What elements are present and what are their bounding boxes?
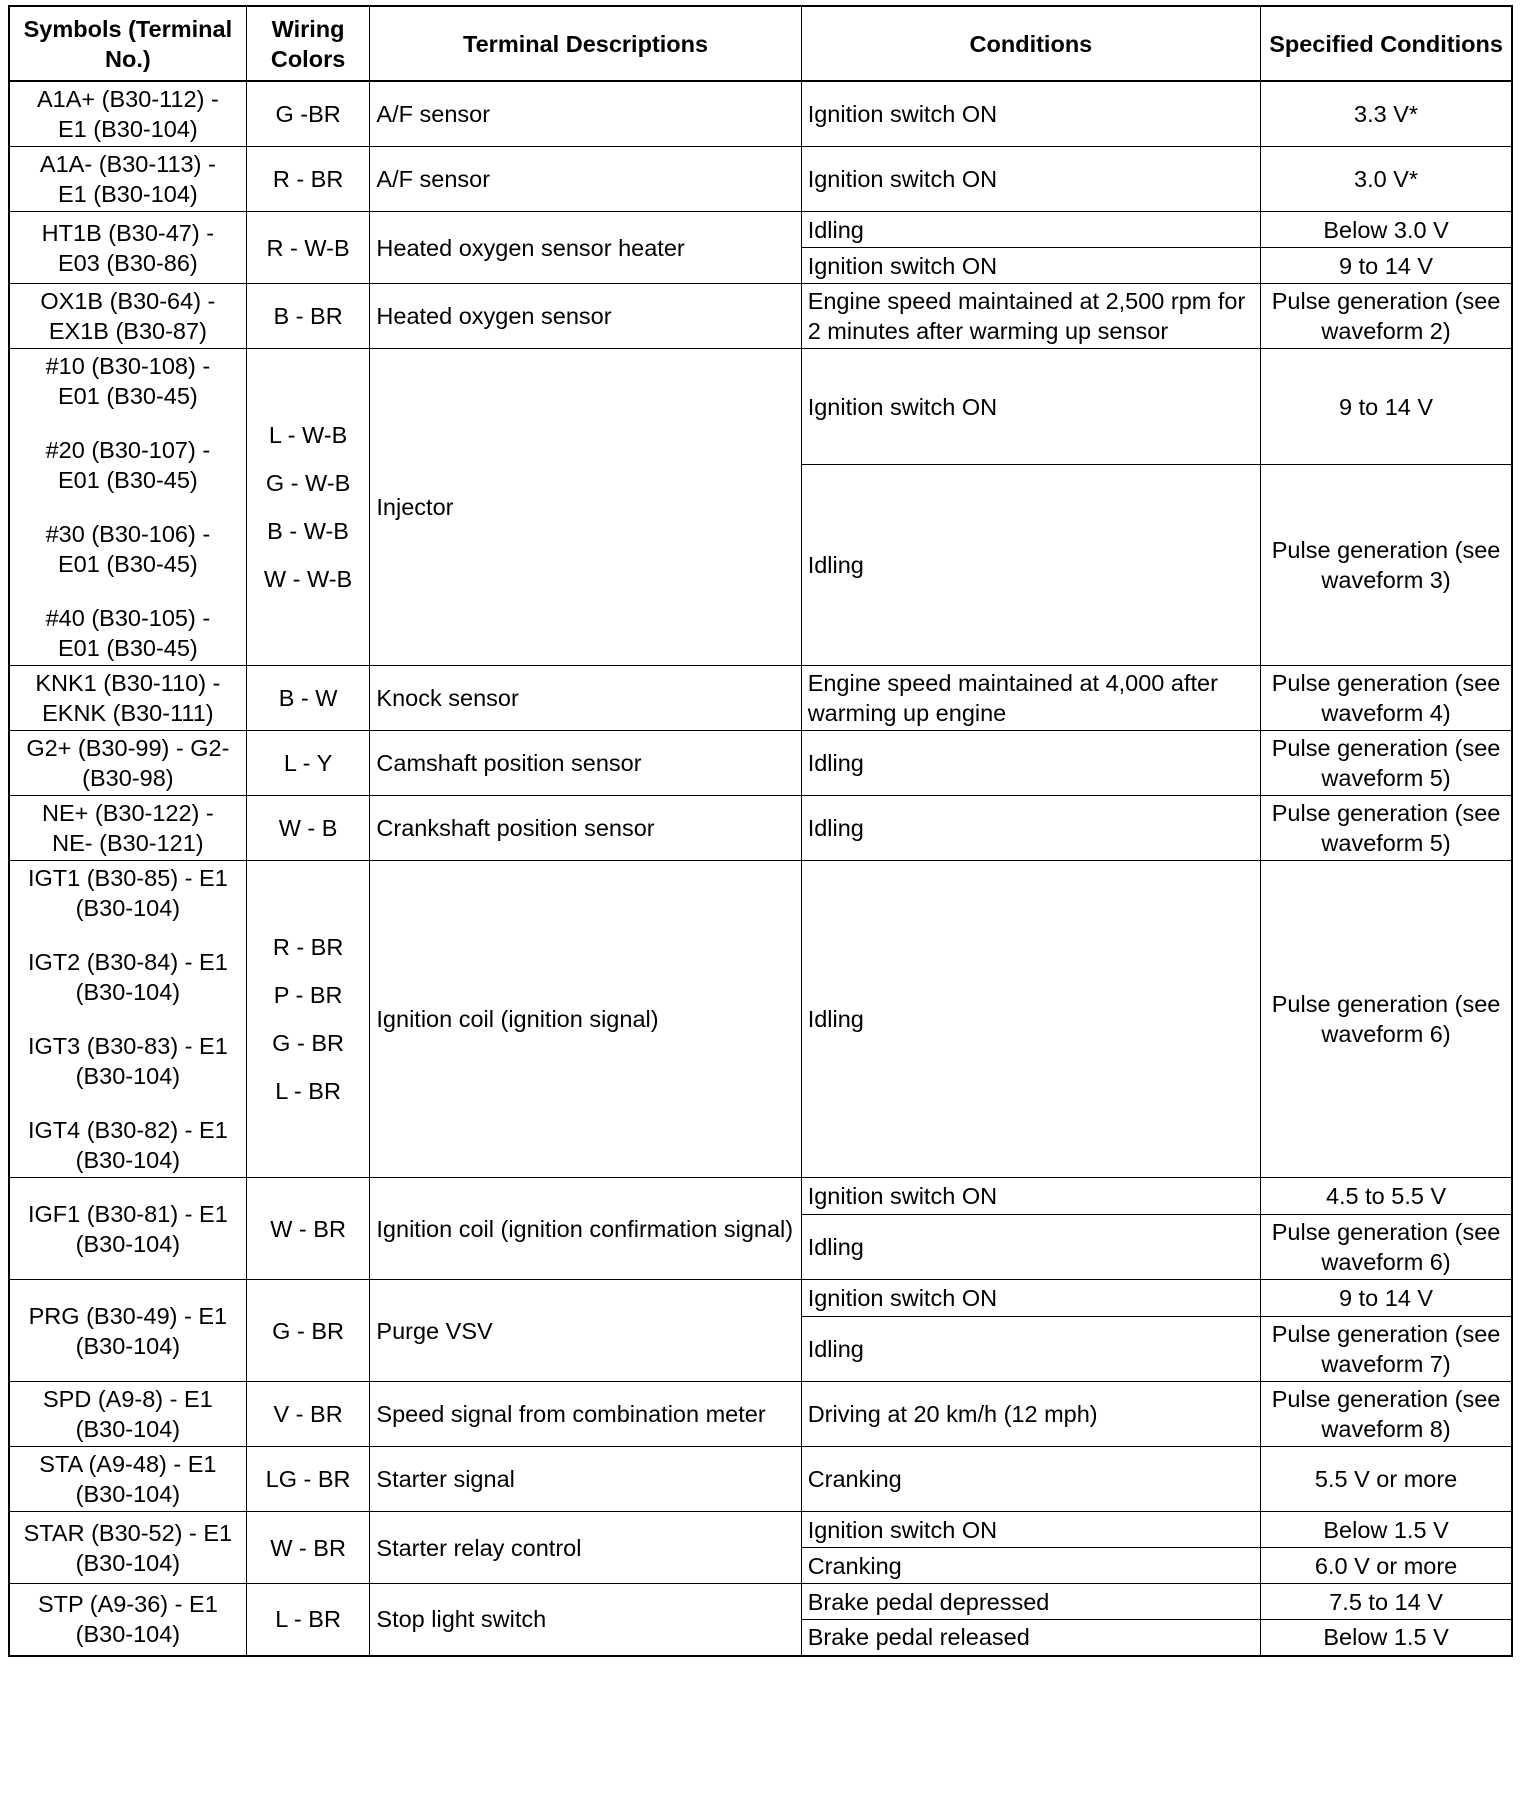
table-row (9, 1280, 1512, 1317)
cell-wiring (246, 861, 370, 1178)
cell-condition (801, 861, 1260, 1178)
description-text: Crankshaft position sensor (376, 815, 655, 841)
wiring-line: G - BR (272, 1030, 344, 1056)
cell-specified (1261, 1215, 1512, 1280)
cell-specified (1261, 1447, 1512, 1512)
cell-condition (801, 284, 1260, 349)
symbol-line: IGF1 (B30-81) - E1 (27, 1200, 228, 1227)
specified-text: 3.3 V* (1354, 101, 1419, 127)
wiring-value: W - BR (270, 1215, 346, 1242)
symbol-line: #40 (B30-105) - (45, 605, 211, 631)
specified-text: 9 to 14 V (1339, 1285, 1434, 1311)
symbol-line: HT1B (B30-47) - (41, 219, 215, 246)
table-row (9, 284, 1512, 349)
condition-text: Ignition switch ON (807, 1285, 998, 1311)
specified-text: Pulse generation (see waveform 6) (1271, 1219, 1501, 1275)
description-text: Starter relay control (376, 1534, 582, 1561)
cell-symbols (9, 1178, 246, 1280)
description-text: Speed signal from combination meter (376, 1401, 766, 1427)
cell-description (370, 147, 801, 212)
cell-symbols (9, 731, 246, 796)
cell-description (370, 1584, 801, 1656)
cell-symbols (9, 147, 246, 212)
symbol-line: SPD (A9-8) - E1 (42, 1386, 213, 1412)
table-header (9, 6, 1512, 81)
cell-wiring (246, 1280, 370, 1382)
wiring-value: L - Y (283, 750, 333, 776)
symbol-line: (B30-104) (75, 1621, 181, 1648)
symbol-line: E01 (B30-45) (57, 467, 198, 493)
description-text: Ignition coil (ignition signal) (376, 1006, 659, 1032)
description-text: Stop light switch (376, 1606, 547, 1633)
table-row (9, 81, 1512, 147)
specified-text: 5.5 V or more (1314, 1466, 1458, 1492)
specified-text: 7.5 to 14 V (1329, 1588, 1443, 1615)
description-text: Heated oxygen sensor (376, 303, 612, 329)
condition-text: Brake pedal released (807, 1624, 1030, 1651)
symbol-line: IGT1 (B30-85) - E1 (27, 865, 228, 891)
cell-description (370, 81, 801, 147)
table-row (9, 212, 1512, 248)
cell-symbols (9, 1584, 246, 1656)
cell-specified (1261, 1620, 1512, 1656)
cell-description (370, 1178, 801, 1280)
cell-wiring (246, 1447, 370, 1512)
table-row (9, 1382, 1512, 1447)
specified-text: Pulse generation (see waveform 3) (1271, 537, 1501, 594)
cell-wiring (246, 731, 370, 796)
specified-text: 9 to 14 V (1339, 252, 1434, 279)
cell-symbols (9, 666, 246, 731)
cell-symbols (9, 861, 246, 1178)
symbol-line: (B30-104) (75, 1332, 181, 1359)
cell-condition (801, 349, 1260, 465)
cell-wiring (246, 1382, 370, 1447)
cell-specified (1261, 1178, 1512, 1215)
specified-text: Below 1.5 V (1323, 1624, 1449, 1651)
wiring-value: R - W-B (266, 234, 350, 261)
description-text: Starter signal (376, 1466, 515, 1492)
symbol-line: IGT3 (B30-83) - E1 (27, 1033, 228, 1059)
cell-symbols (9, 1447, 246, 1512)
cell-symbols (9, 212, 246, 284)
description-text: Knock sensor (376, 685, 519, 711)
specified-text: Pulse generation (see waveform 5) (1271, 800, 1501, 856)
wiring-value: LG - BR (265, 1466, 351, 1492)
condition-text: Brake pedal depressed (807, 1588, 1050, 1615)
cell-symbols (9, 1280, 246, 1382)
cell-specified (1261, 465, 1512, 666)
cell-specified (1261, 284, 1512, 349)
table-row (9, 1584, 1512, 1620)
cell-condition (801, 1447, 1260, 1512)
symbol-line: STP (A9-36) - E1 (37, 1591, 218, 1618)
cell-wiring (246, 212, 370, 284)
wiring-value: W - BR (270, 1534, 346, 1561)
symbol-line: (B30-104) (75, 979, 181, 1005)
cell-wiring (246, 284, 370, 349)
cell-description (370, 212, 801, 284)
cell-specified (1261, 861, 1512, 1178)
condition-text: Ignition switch ON (807, 1183, 998, 1209)
cell-condition (801, 1584, 1260, 1620)
specified-text: Pulse generation (see waveform 2) (1271, 288, 1501, 344)
symbol-line: A1A- (B30-113) - (39, 151, 216, 177)
table-row (9, 1512, 1512, 1548)
wiring-line: W - W-B (263, 566, 353, 592)
header-symbols: Symbols (Terminal No.) (9, 6, 246, 81)
cell-specified (1261, 666, 1512, 731)
specified-text: 6.0 V or more (1314, 1552, 1458, 1579)
cell-specified (1261, 212, 1512, 248)
cell-description (370, 1512, 801, 1584)
cell-condition (801, 1512, 1260, 1548)
description-text: Camshaft position sensor (376, 750, 642, 776)
specified-text: Pulse generation (see waveform 6) (1271, 991, 1501, 1047)
cell-condition (801, 1548, 1260, 1584)
wiring-line: L - W-B (268, 422, 348, 448)
cell-specified (1261, 796, 1512, 861)
condition-text: Cranking (807, 1466, 902, 1492)
symbol-group (16, 947, 240, 1007)
cell-wiring (246, 796, 370, 861)
header-wiring: Wiring Colors (246, 6, 370, 81)
cell-specified (1261, 81, 1512, 147)
cell-specified (1261, 1382, 1512, 1447)
condition-text: Driving at 20 km/h (12 mph) (807, 1401, 1098, 1427)
specified-text: Pulse generation (see waveform 5) (1271, 735, 1501, 791)
symbol-line: NE+ (B30-122) - (41, 800, 214, 826)
condition-text: Idling (807, 815, 864, 841)
symbol-line: STAR (B30-52) - E1 (23, 1519, 233, 1546)
table-body (9, 81, 1512, 1656)
cell-specified (1261, 147, 1512, 212)
cell-condition (801, 465, 1260, 666)
symbol-line: OX1B (B30-64) - (40, 288, 216, 314)
symbol-group (16, 1031, 240, 1091)
condition-text: Ignition switch ON (807, 101, 998, 127)
table-row (9, 731, 1512, 796)
condition-text: Idling (807, 216, 864, 243)
description-text: A/F sensor (376, 101, 491, 127)
cell-wiring (246, 349, 370, 666)
symbol-line: EX1B (B30-87) (48, 318, 207, 344)
wiring-value: W - B (278, 815, 338, 841)
cell-specified (1261, 1280, 1512, 1317)
symbol-group (16, 351, 240, 411)
condition-text: Engine speed maintained at 2,500 rpm for 2 minutes after warming up sensor (807, 288, 1246, 344)
symbol-line: PRG (B30-49) - E1 (28, 1302, 228, 1329)
cell-wiring (246, 1584, 370, 1656)
cell-description (370, 1447, 801, 1512)
symbol-group (16, 863, 240, 923)
symbol-line: (B30-104) (75, 1147, 181, 1173)
specified-text: Pulse generation (see waveform 4) (1271, 670, 1501, 726)
cell-symbols (9, 349, 246, 666)
cell-description (370, 666, 801, 731)
condition-text: Ignition switch ON (807, 252, 998, 279)
symbol-line: STA (A9-48) - E1 (39, 1451, 217, 1477)
symbol-line: (B30-104) (75, 1416, 181, 1442)
description-text: Injector (376, 494, 454, 520)
cell-specified (1261, 248, 1512, 284)
table-row (9, 666, 1512, 731)
table-row (9, 1178, 1512, 1215)
cell-condition (801, 147, 1260, 212)
cell-description (370, 796, 801, 861)
cell-condition (801, 212, 1260, 248)
description-text: Purge VSV (376, 1317, 493, 1344)
cell-description (370, 861, 801, 1178)
symbol-line: #10 (B30-108) - (45, 353, 211, 379)
cell-symbols (9, 796, 246, 861)
cell-symbols (9, 1382, 246, 1447)
specified-text: 4.5 to 5.5 V (1325, 1183, 1447, 1209)
cell-wiring (246, 1512, 370, 1584)
condition-text: Cranking (807, 1552, 902, 1579)
cell-description (370, 284, 801, 349)
wiring-value: G - BR (272, 1317, 344, 1344)
condition-text: Ignition switch ON (807, 1516, 998, 1543)
symbol-line: #20 (B30-107) - (45, 437, 211, 463)
cell-wiring (246, 147, 370, 212)
symbol-line: E01 (B30-45) (57, 551, 198, 577)
wiring-value: G -BR (275, 101, 341, 127)
condition-text: Ignition switch ON (807, 393, 998, 420)
wiring-line: L - BR (275, 1078, 341, 1104)
table-row (9, 861, 1512, 1178)
symbol-line: E01 (B30-45) (57, 383, 198, 409)
table-row (9, 796, 1512, 861)
symbol-line: (B30-104) (75, 1230, 181, 1257)
specified-text: Pulse generation (see waveform 7) (1271, 1321, 1501, 1377)
table-row (9, 147, 1512, 212)
condition-text: Idling (807, 1234, 864, 1260)
description-text: Heated oxygen sensor heater (376, 234, 685, 261)
wiring-value: L - BR (275, 1606, 341, 1633)
terminal-spec-table (8, 5, 1513, 1657)
condition-text: Engine speed maintained at 4,000 after warming up engine (807, 670, 1218, 726)
symbol-line: E1 (B30-104) (57, 116, 198, 142)
cell-wiring (246, 81, 370, 147)
cell-symbols (9, 81, 246, 147)
cell-specified (1261, 1512, 1512, 1548)
condition-text: Idling (807, 1006, 864, 1032)
condition-text: Idling (807, 750, 864, 776)
cell-condition (801, 81, 1260, 147)
cell-wiring (246, 1178, 370, 1280)
table-row (9, 349, 1512, 465)
cell-symbols (9, 1512, 246, 1584)
cell-description (370, 731, 801, 796)
symbol-line: E1 (B30-104) (57, 181, 198, 207)
symbol-line: KNK1 (B30-110) - (35, 670, 221, 696)
symbol-line: G2+ (B30-99) - G2- (26, 735, 230, 761)
wiring-line: B - W-B (267, 518, 349, 544)
symbol-line: NE- (B30-121) (52, 830, 204, 856)
condition-text: Idling (807, 1336, 864, 1362)
cell-condition (801, 731, 1260, 796)
specified-text: Below 3.0 V (1323, 216, 1449, 243)
wiring-value: B - BR (273, 303, 343, 329)
wiring-value: R - BR (272, 166, 344, 192)
description-text: Ignition coil (ignition confirmation signal) (376, 1215, 794, 1242)
header-description: Terminal Descriptions (370, 6, 801, 81)
wiring-line: R - BR (272, 934, 344, 960)
cell-specified (1261, 1584, 1512, 1620)
cell-condition (801, 1178, 1260, 1215)
cell-description (370, 349, 801, 666)
cell-description (370, 1280, 801, 1382)
cell-condition (801, 248, 1260, 284)
specified-text: 9 to 14 V (1339, 393, 1434, 420)
symbol-line: (B30-104) (75, 895, 181, 921)
symbol-group (16, 519, 240, 579)
cell-condition (801, 1215, 1260, 1280)
cell-condition (801, 666, 1260, 731)
cell-specified (1261, 1317, 1512, 1382)
symbol-line: IGT4 (B30-82) - E1 (27, 1117, 228, 1143)
symbol-line: EKNK (B30-111) (42, 700, 214, 726)
cell-condition (801, 1317, 1260, 1382)
symbol-line: (B30-104) (75, 1549, 181, 1576)
header-conditions: Conditions (801, 6, 1260, 81)
symbol-group (16, 435, 240, 495)
cell-condition (801, 796, 1260, 861)
cell-specified (1261, 349, 1512, 465)
symbol-line: A1A+ (B30-112) - (36, 86, 219, 112)
symbol-line: (B30-98) (82, 765, 174, 791)
specified-text: 3.0 V* (1354, 166, 1419, 192)
cell-symbols (9, 284, 246, 349)
wiring-value: B - W (278, 685, 338, 711)
specified-text: Below 1.5 V (1323, 1516, 1449, 1543)
cell-specified (1261, 1548, 1512, 1584)
wiring-value: V - BR (273, 1401, 343, 1427)
condition-text: Ignition switch ON (807, 166, 998, 192)
specified-text: Pulse generation (see waveform 8) (1271, 1386, 1501, 1442)
cell-condition (801, 1382, 1260, 1447)
symbol-line: E03 (B30-86) (57, 249, 198, 276)
symbol-line: E01 (B30-45) (57, 635, 198, 661)
header-specified: Specified Conditions (1261, 6, 1512, 81)
symbol-line: (B30-104) (75, 1481, 181, 1507)
table-row (9, 1447, 1512, 1512)
cell-wiring (246, 666, 370, 731)
symbol-line: IGT2 (B30-84) - E1 (27, 949, 228, 975)
wiring-line: P - BR (273, 982, 343, 1008)
symbol-group (16, 603, 240, 663)
condition-text: Idling (807, 552, 864, 579)
header-row (9, 6, 1512, 81)
symbol-line: (B30-104) (75, 1063, 181, 1089)
symbol-group (16, 1115, 240, 1175)
cell-specified (1261, 731, 1512, 796)
cell-condition (801, 1620, 1260, 1656)
cell-description (370, 1382, 801, 1447)
wiring-line: G - W-B (265, 470, 351, 496)
symbol-line: #30 (B30-106) - (45, 521, 211, 547)
cell-condition (801, 1280, 1260, 1317)
description-text: A/F sensor (376, 166, 491, 192)
